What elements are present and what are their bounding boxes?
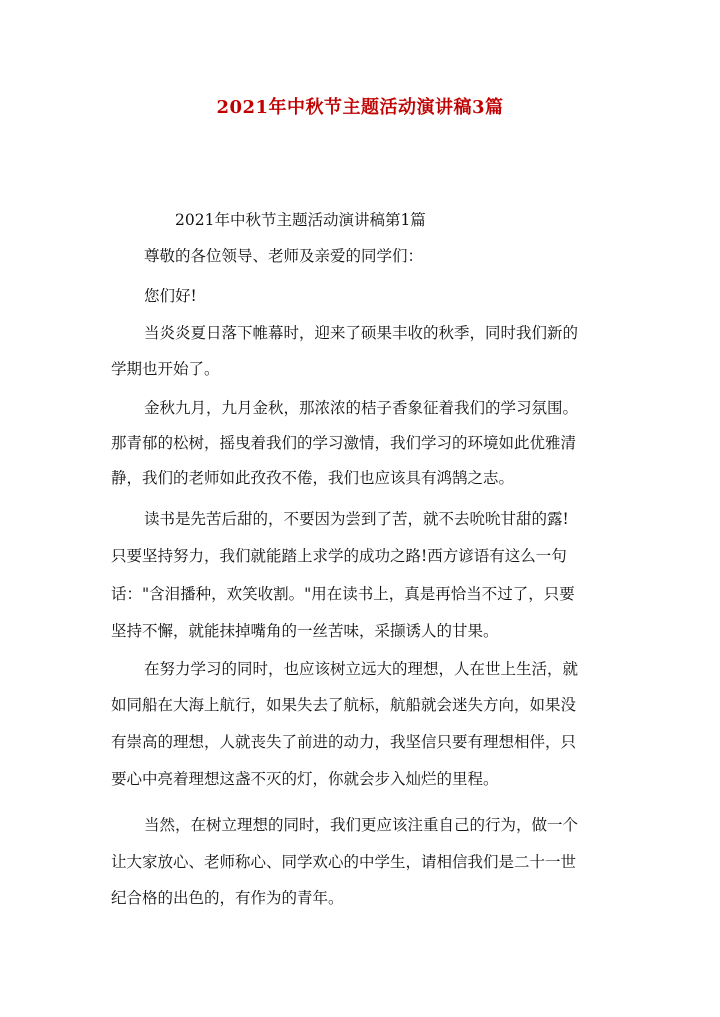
greeting: 您们好! — [144, 287, 197, 305]
paragraph-4-line-3: 有崇高的理想，人就丧失了前进的动力，我坚信只要有理想相伴，只 — [111, 733, 577, 751]
paragraph-4-line-1: 在努力学习的同时，也应该树立远大的理想，人在世上生活，就 — [144, 660, 579, 678]
paragraph-5-line-3: 纪合格的出色的，有作为的青年。 — [111, 889, 344, 907]
paragraph-3-line-4: 坚持不懈，就能抹掉嘴角的一丝苦味，采撷诱人的甘果。 — [111, 622, 499, 640]
paragraph-2-line-2: 那青郁的松树，摇曳着我们的学习激情，我们学习的环境如此优雅清 — [111, 434, 577, 452]
paragraph-5-line-2: 让大家放心、老师称心、同学欢心的中学生，请相信我们是二十一世 — [111, 853, 577, 871]
paragraph-5-line-1: 当然，在树立理想的同时，我们更应该注重自己的行为，做一个 — [144, 816, 579, 834]
section-heading: 2021年中秋节主题活动演讲稿第1篇 — [175, 211, 426, 229]
salutation: 尊敬的各位领导、老师及亲爱的同学们： — [144, 247, 424, 265]
paragraph-2-line-1: 金秋九月，九月金秋，那浓浓的桔子香象征着我们的学习氛围。 — [144, 399, 579, 417]
paragraph-2-line-3: 静，我们的老师如此孜孜不倦，我们也应该具有鸿鹄之志。 — [111, 469, 515, 487]
document-title: 2021年中秋节主题活动演讲稿3篇 — [216, 97, 504, 118]
paragraph-1-line-1: 当炎炎夏日落下帷幕时，迎来了硕果丰收的秋季，同时我们新的 — [144, 324, 579, 342]
paragraph-4-line-4: 要心中亮着理想这盏不灭的灯，你就会步入灿烂的里程。 — [111, 770, 499, 788]
paragraph-4-line-2: 如同船在大海上航行，如果失去了航标，航船就会迷失方向，如果没 — [111, 696, 577, 714]
paragraph-3-line-3: 话："含泪播种，欢笑收割。"用在读书上，真是再恰当不过了，只要 — [111, 585, 575, 603]
paragraph-3-line-2: 只要坚持努力，我们就能踏上求学的成功之路!西方谚语有这么一句 — [111, 547, 567, 565]
paragraph-3-line-1: 读书是先苦后甜的，不要因为尝到了苦，就不去吮吮甘甜的露! — [144, 510, 569, 528]
paragraph-1-line-2: 学期也开始了。 — [111, 360, 220, 378]
